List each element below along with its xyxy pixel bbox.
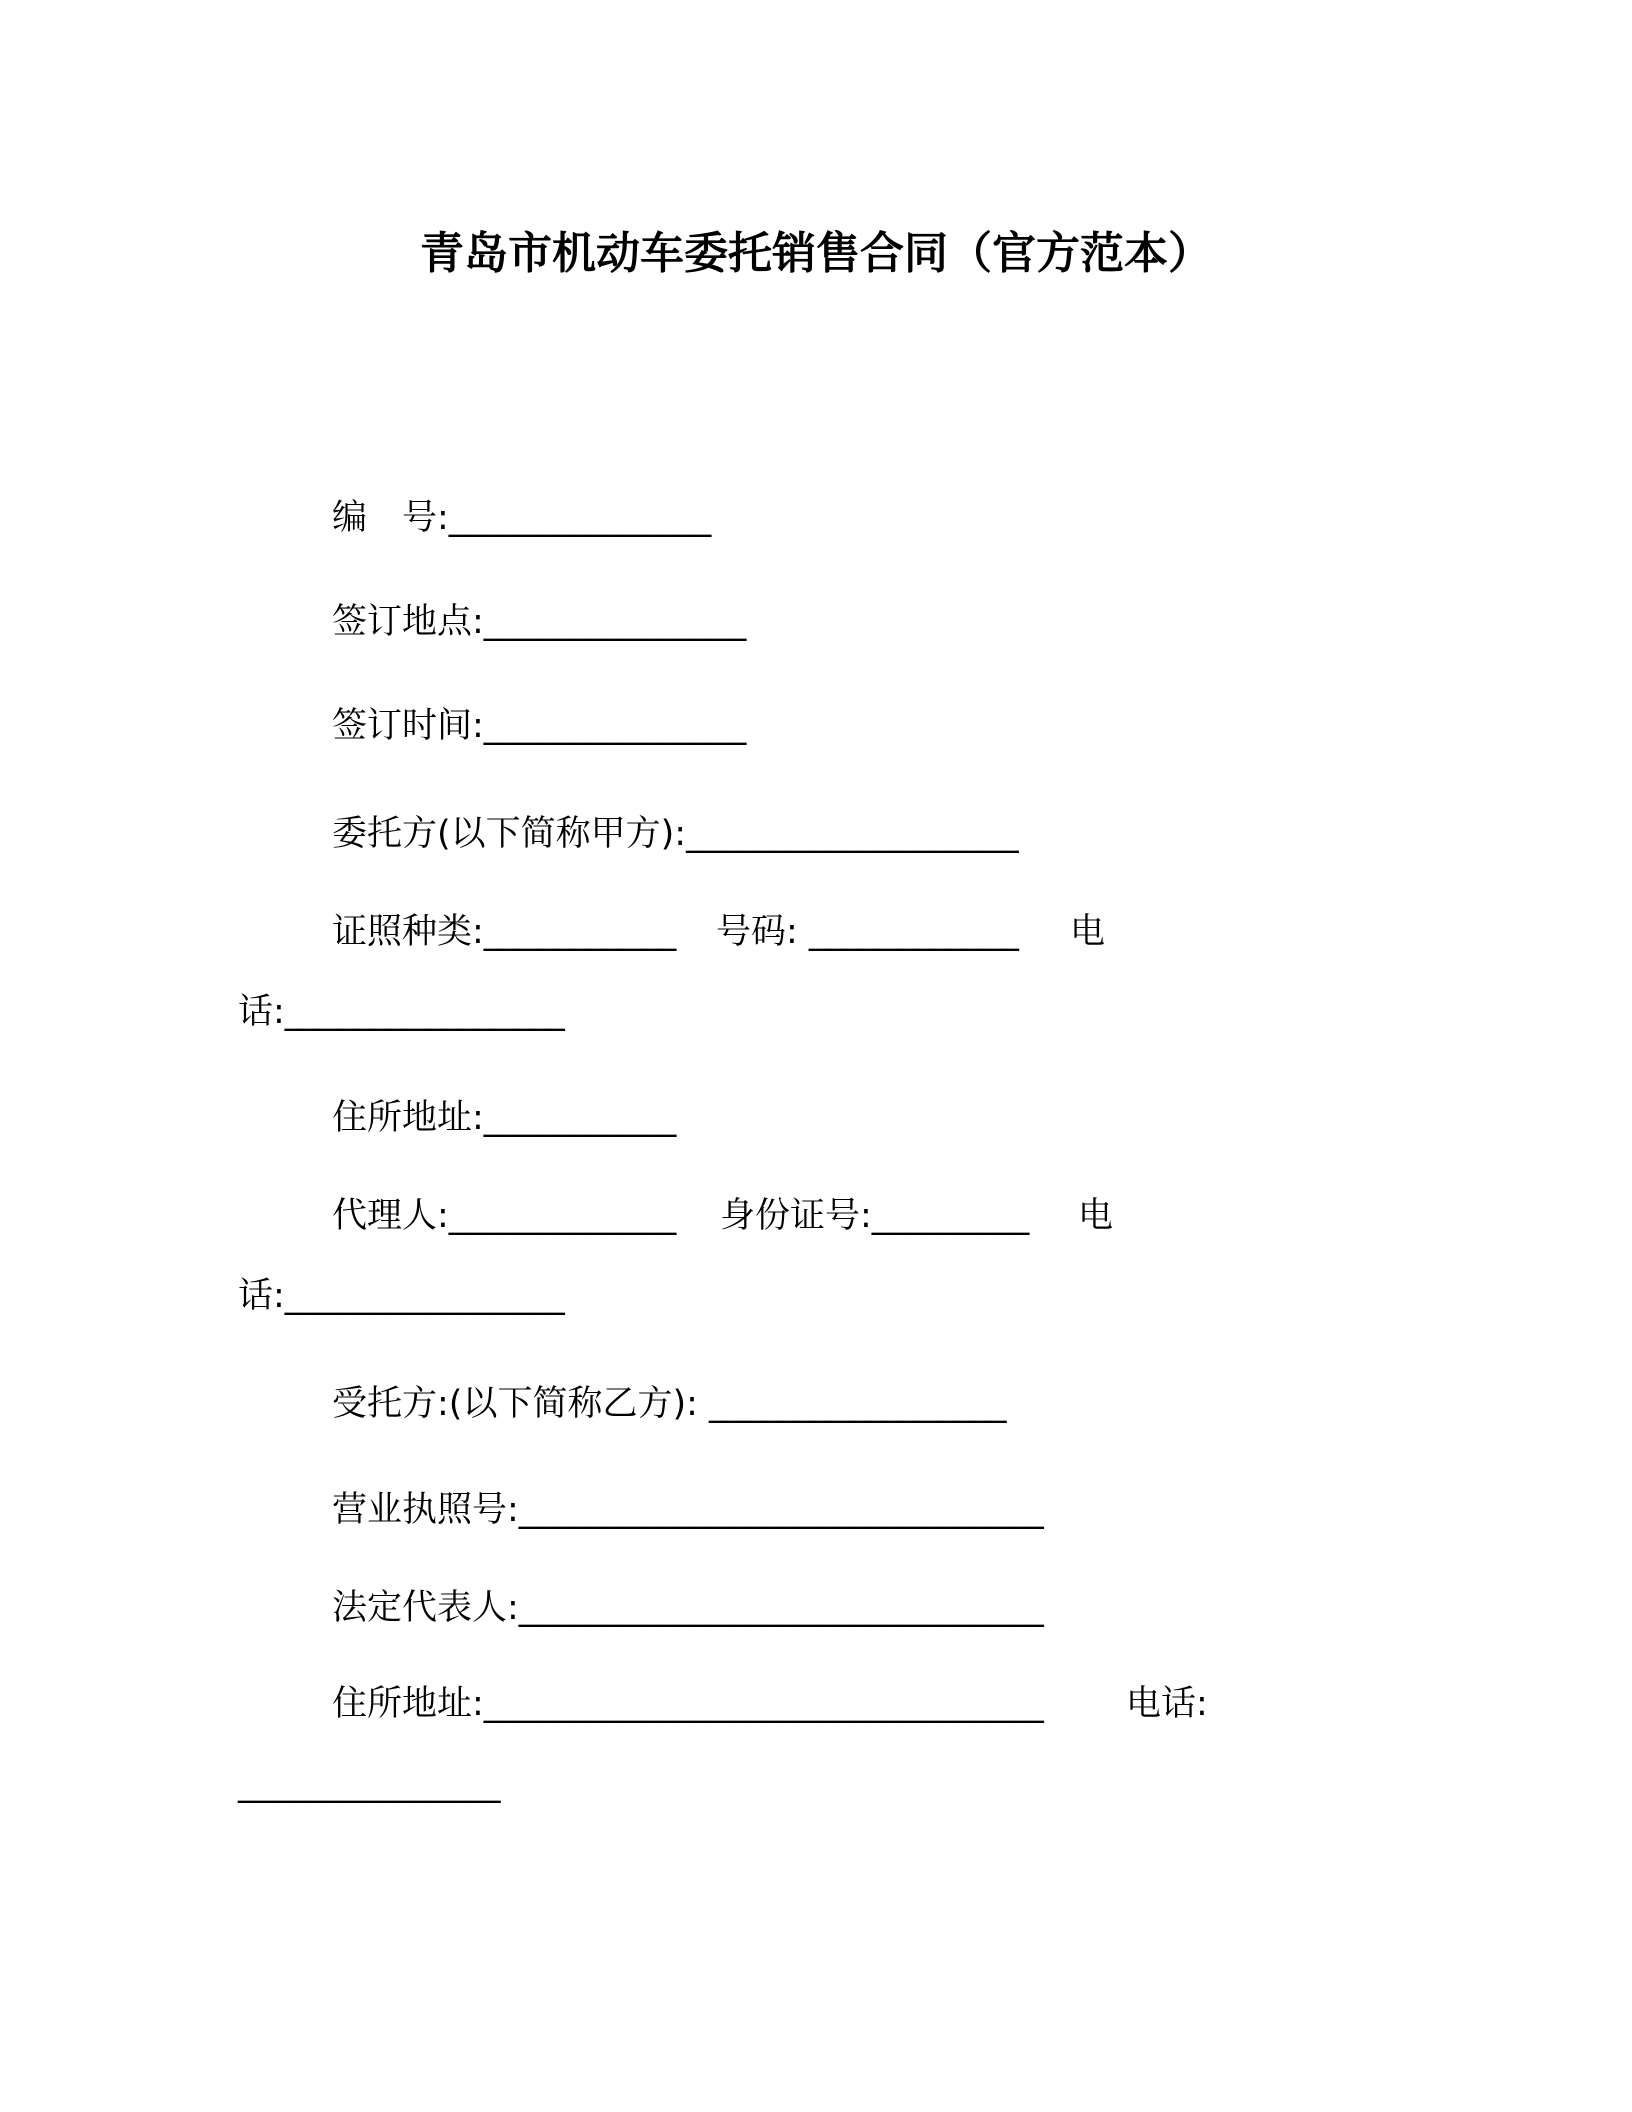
number-line: 编 号:_______________ (332, 498, 712, 538)
phone-agent-start: 电 (1078, 1196, 1114, 1236)
license-b-line: 营业执照号:______________________________ (332, 1490, 1044, 1530)
agent-id-line: 身份证号:_________ (720, 1196, 1030, 1236)
phone-a-end: 话:________________ (238, 992, 565, 1032)
id-type-a-line: 证照种类:___________ (332, 912, 677, 952)
id-number-a-line: 号码: ____________ (716, 912, 1019, 952)
phone-agent-end: 话:________________ (238, 1276, 565, 1316)
phone-b-label: 电话: (1126, 1684, 1208, 1724)
phone-b-blank: _______________ (238, 1764, 501, 1804)
page-title: 青岛市机动车委托销售合同（官方范本） (420, 228, 1212, 279)
party-a-line: 委托方(以下简称甲方):___________________ (332, 814, 1019, 854)
agent-line: 代理人:_____________ (332, 1196, 677, 1236)
phone-a-start: 电 (1070, 912, 1106, 952)
legal-rep-b-line: 法定代表人:______________________________ (332, 1588, 1044, 1628)
sign-time-line: 签订时间:_______________ (332, 706, 747, 746)
address-b-line: 住所地址:________________________________ (332, 1684, 1044, 1724)
party-b-line: 受托方:(以下简称乙方): _________________ (332, 1384, 1007, 1424)
address-a-line: 住所地址:___________ (332, 1098, 677, 1138)
sign-place-line: 签订地点:_______________ (332, 602, 747, 642)
